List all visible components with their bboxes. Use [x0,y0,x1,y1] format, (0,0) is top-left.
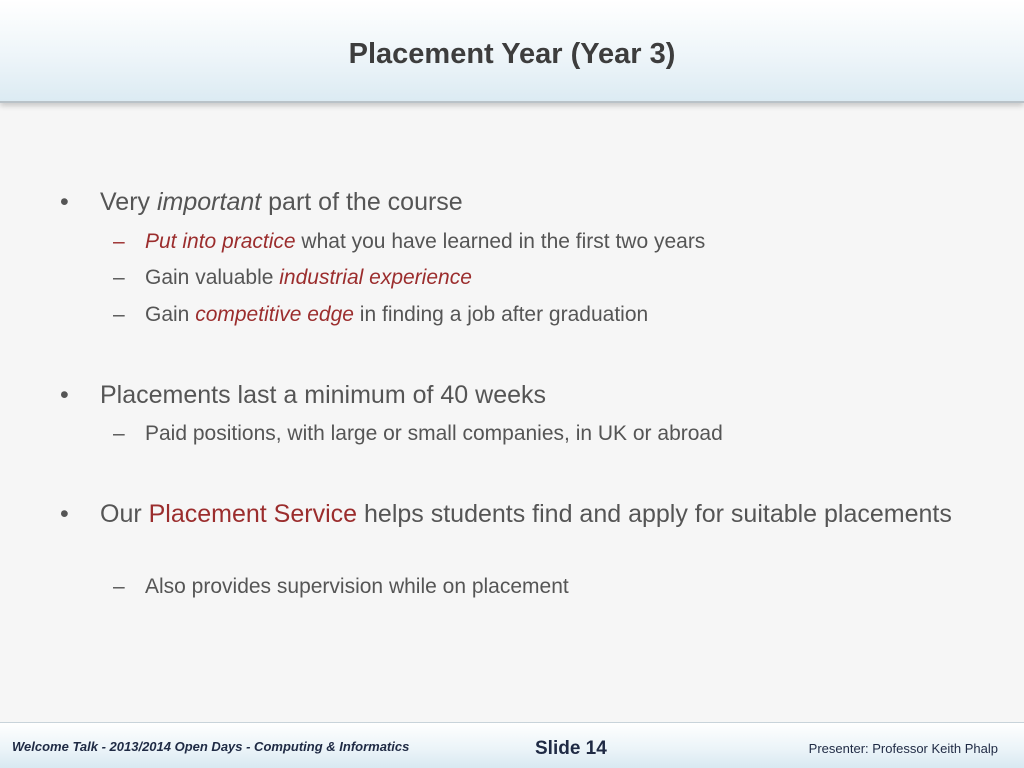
sub-bullet-mark: – [113,575,125,598]
bullet-text-pre: Our [100,500,149,528]
sub-text [145,228,975,256]
sub-text-emphasis: competitive edge [195,303,354,326]
bullet-text-emphasis: important [156,188,262,216]
footer-presenter: Presenter: Professor Keith Phalp [808,741,998,756]
title-bar [0,0,1024,103]
sub-text-emphasis: Put into practice [145,230,296,253]
sub-text: Paid positions, with large or small companies, in UK or abroad [145,422,723,445]
sub-text-pre: Gain valuable [145,266,280,289]
sub-text-emphasis: industrial experience [279,266,472,289]
bullet-text-post: part of the course [261,188,463,216]
bullet-text [100,185,970,219]
sub-text-post: what you have learned in the first two years [295,230,706,253]
bullet-text-highlight: Placement Service [148,500,358,528]
footer-event-title: Welcome Talk - 2013/2014 Open Days - Computing & Informatics [12,739,410,754]
sub-text: Also provides supervision while on placement [145,575,569,598]
slide-footer [0,722,1024,768]
bullet-mark: • [60,500,69,528]
slide-title: Placement Year (Year 3) [348,38,676,70]
bullet-mark: • [60,381,69,409]
sub-text [145,264,975,292]
bullet-text [100,497,970,531]
bullet-text: Placements last a minimum of 40 weeks [100,381,547,409]
sub-bullet-mark: – [113,230,125,253]
bullet-mark: • [60,188,69,216]
sub-bullet-mark: – [113,266,125,289]
sub-text-pre: Gain [145,303,196,326]
sub-bullet-mark: – [113,303,125,326]
sub-text-post: in finding a job after graduation [353,303,649,326]
bullet-text-post: helps students find and apply for suitable placements [357,500,952,528]
bullet-text-pre: Very [100,188,157,216]
sub-bullet-mark: – [113,422,125,445]
slide-number: Slide 14 [535,738,607,759]
sub-text [145,301,975,329]
